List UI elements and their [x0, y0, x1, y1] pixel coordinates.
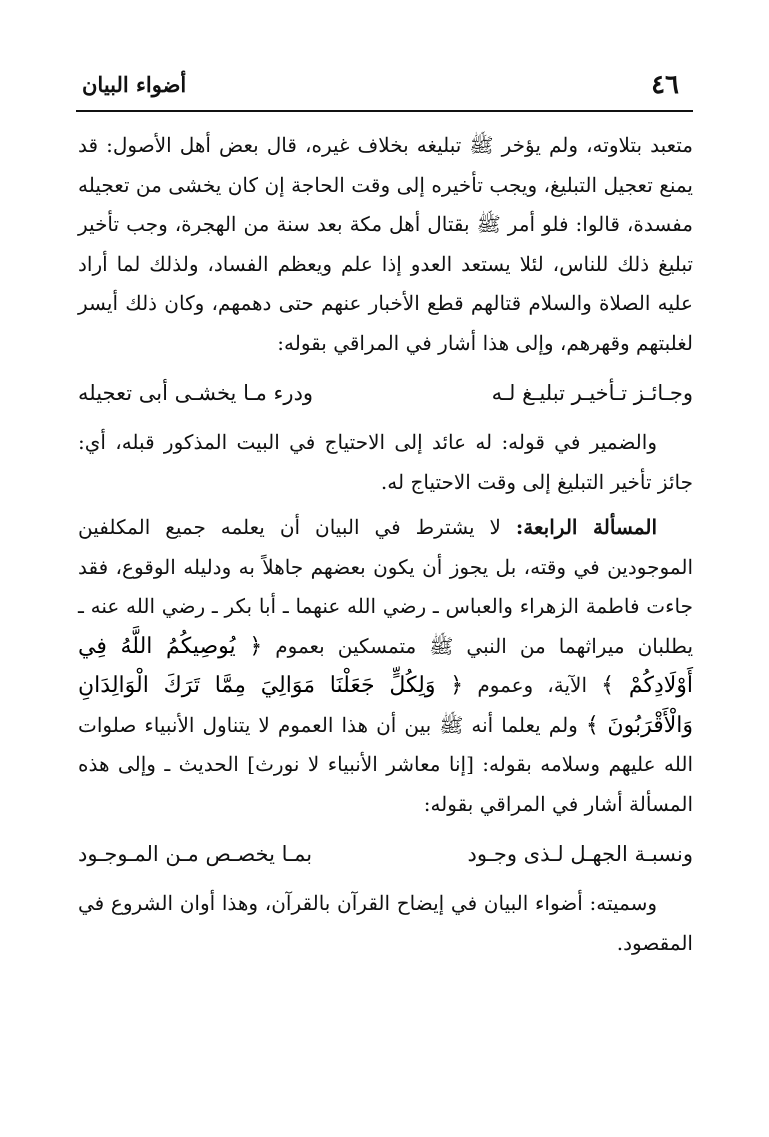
- paragraph-fourth-issue: [78, 508, 693, 824]
- issue-text-b: الآية، وعموم: [477, 673, 588, 697]
- verse-second-hemistich: ودرء مـا يخشـى أبى تعجيله: [78, 381, 314, 405]
- verse-maraqi-1: [78, 373, 693, 413]
- paragraph-tabligh: متعبد بتلاوته، ولم يؤخر ﷺ تبليغه بخلاف غيره، قال بعض أهل الأصول: قد يمنع تعجيل التبليغ، ويجب تأخيره إلى وقت الحاجة إن كان يخشى من تعجيله مفسدة، قالوا: فلو أمر ﷺ بقتال أهل مكة بعد سنة من الهجرة، وجب تأخير تبليغ ذلك للناس، لئلا يستعد العدو إذا علم ويعظم الفساد، ولذلك لما أراد عليه الصلاة والسلام قتالهم قطع الأخبار عنهم حتى دهمهم، وكان ذلك أيسر لغلبتهم وقهرهم، وإلى هذا أشار في المراقي بقوله:: [78, 133, 693, 355]
- verse-maraqi-2: [78, 834, 693, 874]
- running-title: أضواء البيان: [82, 72, 187, 97]
- verse-second-hemistich: بمـا يخصـص مـن المـوجـود: [78, 842, 313, 866]
- verse-first-hemistich: وجـائـز تـأخيـر تبليـغ لـه: [491, 381, 693, 405]
- quran-verse-mawali: ﴿ وَلِكُلٍّ جَعَلْنَا مَوَالِيَ مِمَّا تَرَكَ الْوَالِدَانِ وَالْأَقْرَبُونَ ﴾: [78, 673, 694, 738]
- page-header: [76, 66, 693, 112]
- issue-heading: المسألة الرابعة:: [515, 515, 658, 539]
- quran-verse-awladikum: ﴿ يُوصِيكُمُ اللَّهُ فِي أَوْلَادِكُمْ ﴾: [78, 633, 694, 698]
- paragraph-pronoun-explanation: والضمير في قوله: له عائد إلى الاحتياج في البيت المذكور قبله، أي: جائز تأخير التبليغ إلى وقت الاحتياج له.: [78, 430, 693, 494]
- issue-text-c: ولم يعلما أنه ﷺ بين أن هذا العموم لا يتناول الأنبياء صلوات الله عليهم وسلامه بقوله: [إنا معاشر الأنبياء لا نورث] الحديث ـ وإلى هذه المسألة أشار في المراقي بقوله:: [78, 712, 693, 816]
- page-number: ٤٦: [651, 70, 679, 100]
- paragraph-book-naming: وسميته: أضواء البيان في إيضاح القرآن بالقرآن، وهذا أوان الشروع في المقصود.: [78, 891, 693, 955]
- verse-first-hemistich: ونسبـة الجهـل لـذى وجـود: [467, 842, 693, 866]
- issue-text-a: لا يشترط في البيان أن يعلمه جميع المكلفين الموجودين في وقته، بل يجوز أن يكون بعضهم جاهلاً به ودليله الوقوع، فقد جاءت فاطمة الزهراء والعباس ـ رضي الله عنهما ـ أبا بكر ـ رضي الله عنه ـ يطلبان ميراثهما من النبي ﷺ متمسكين بعموم: [78, 515, 694, 658]
- page-body: [78, 126, 693, 963]
